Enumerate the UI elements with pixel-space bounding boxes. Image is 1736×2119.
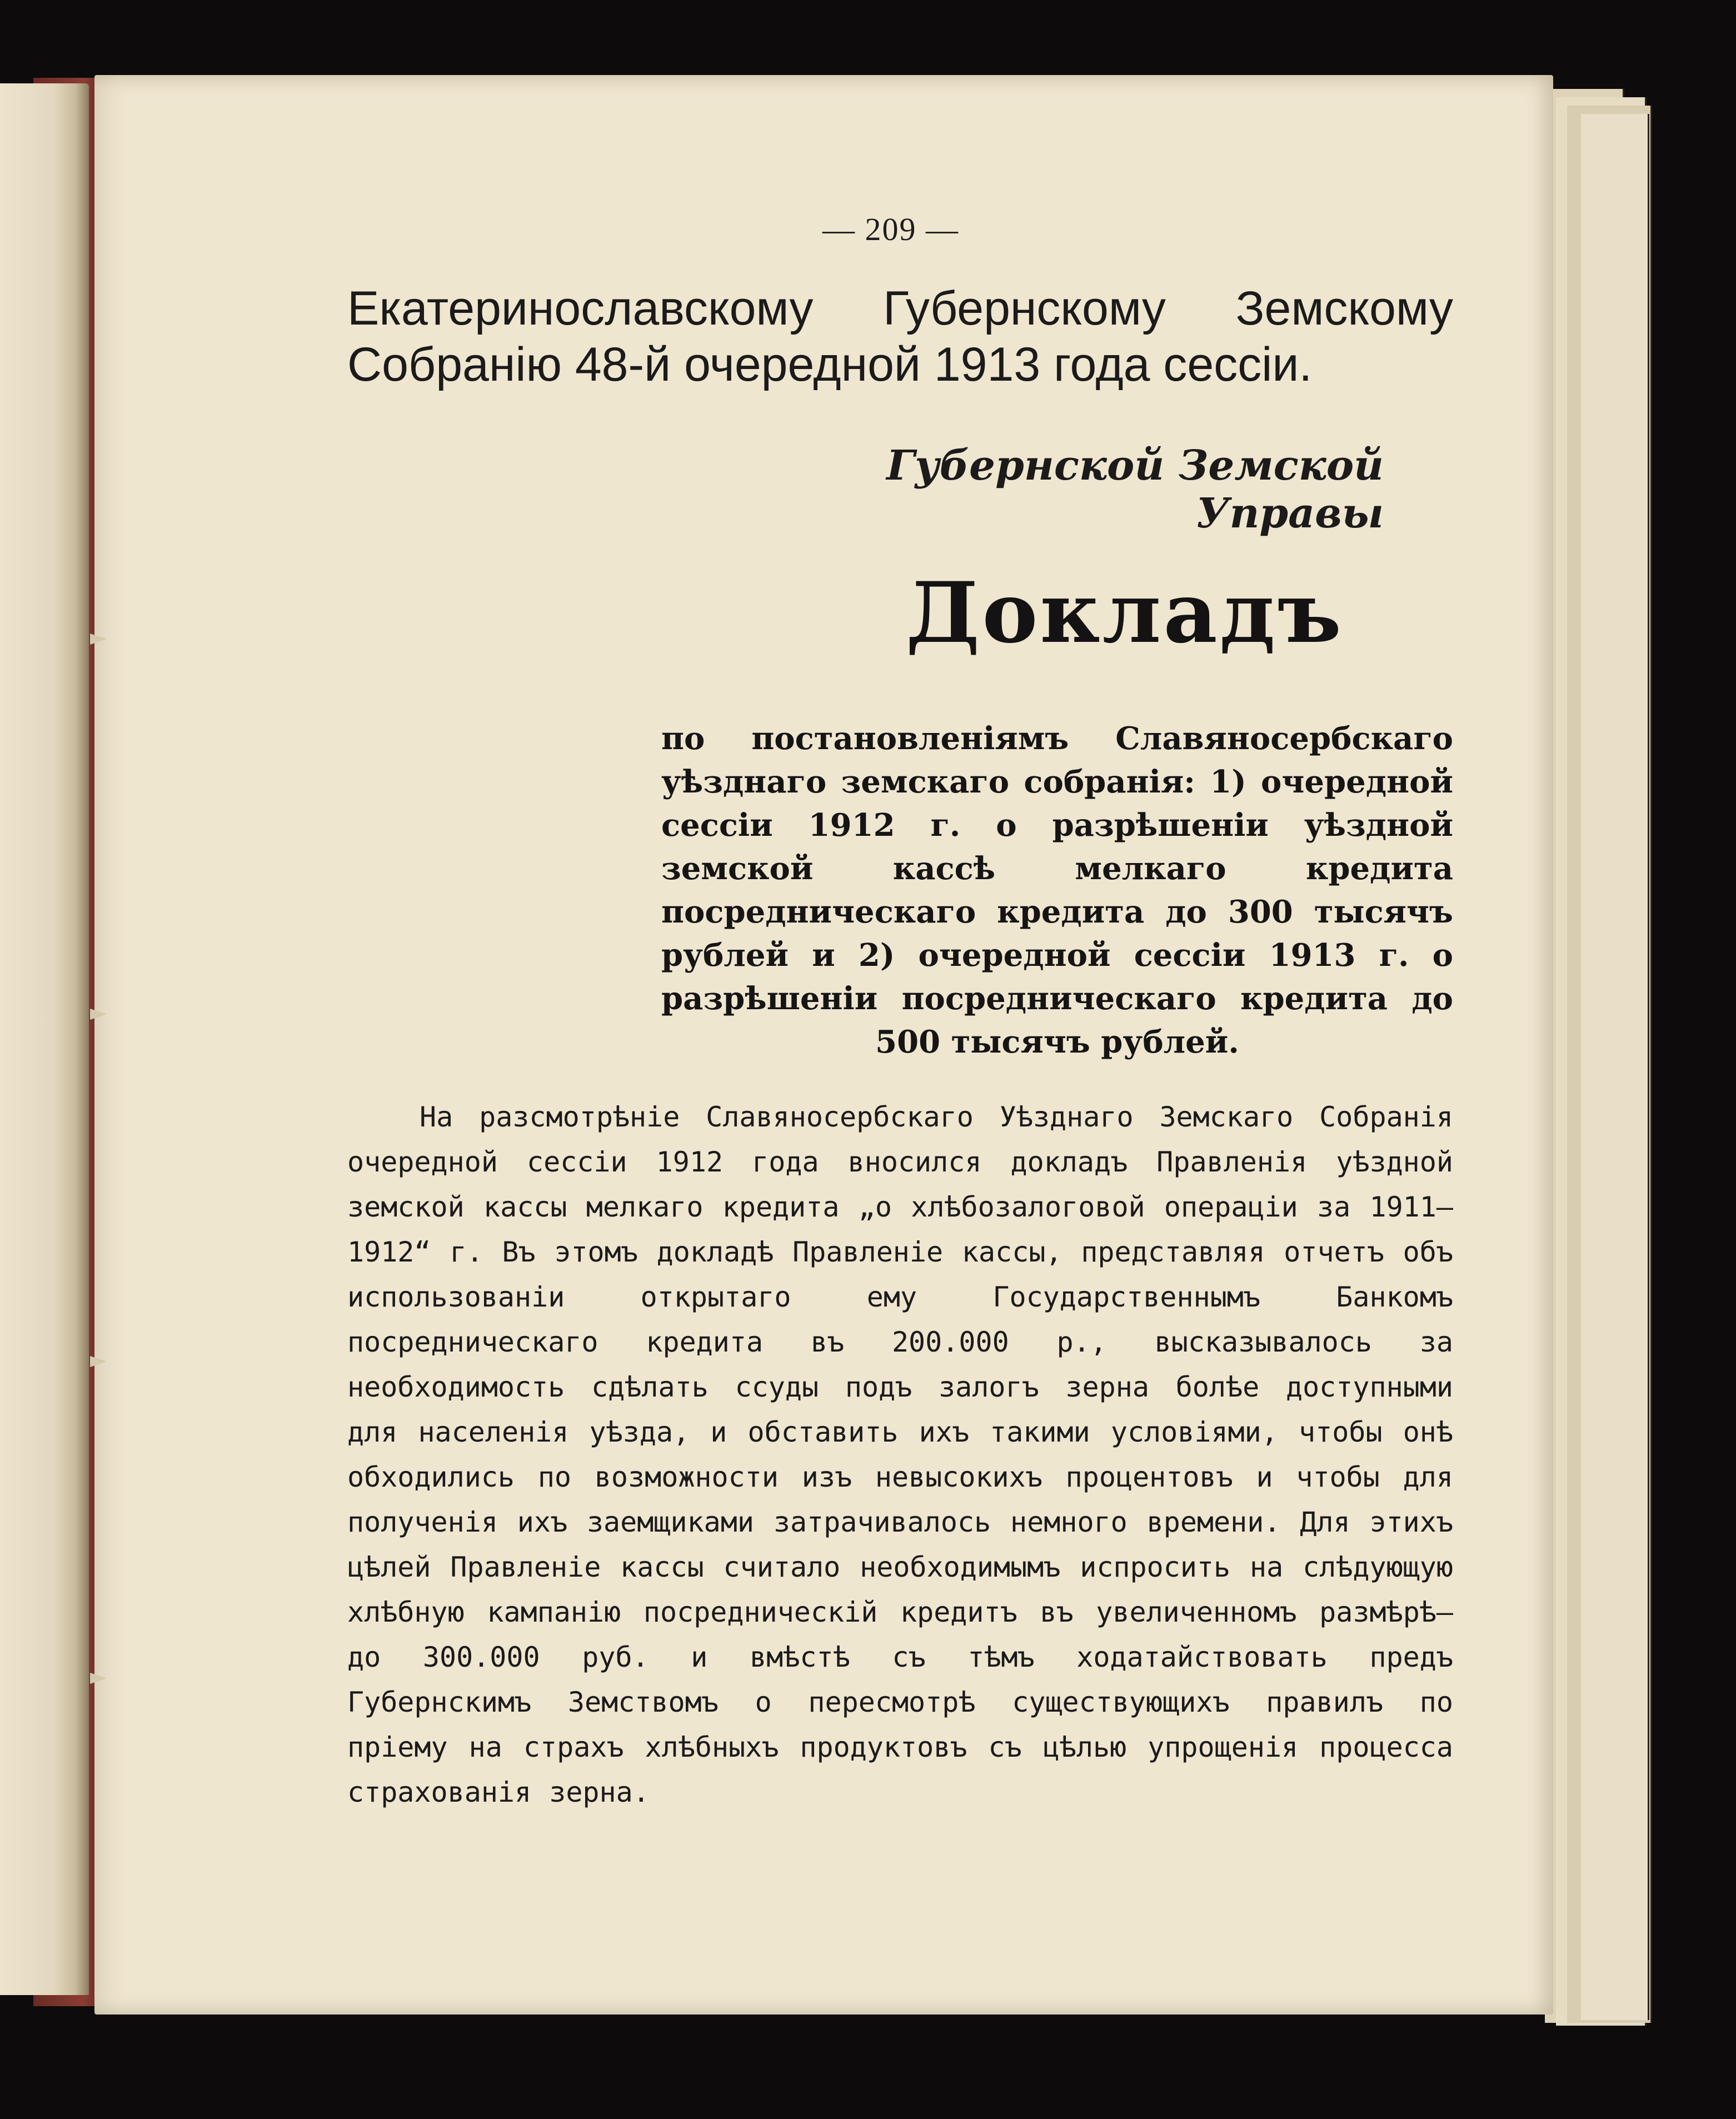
margin-mark — [90, 1009, 107, 1020]
page-stack-edge — [1581, 114, 1649, 2020]
body-paragraph: На разсмотрѣніе Славяносербскаго Уѣзднаго Земскаго Собранія очередной сессіи 1912 года вносился докладъ Правленія уѣздной земской кассы мелкаго кредита „о хлѣбозалоговой операціи за 1911—1912“ г. Въ этомъ докладѣ Правленіе кассы, представляя отчетъ объ использованіи открытаго ему Государственнымъ Банкомъ посредническаго кредита въ 200.000 р., высказывалось за необходимость сдѣлать ссуды подъ залогъ зерна болѣе доступными для населенія уѣзда, и обставить ихъ такими условіями, чтобы онѣ обходились по возможности изъ невысокихъ процентовъ и чтобы для полученія ихъ заемщиками затрачивалось немного времени. Для этихъ цѣлей Правленіе кассы считало необходимымъ испросить на слѣдующую хлѣбную кампанію посредническій кредитъ въ увеличенномъ размѣрѣ—до 300.000 руб. и вмѣстѣ съ тѣмъ ходатайствовать предъ Губернскимъ Земствомъ о пересмотрѣ существующихъ правилъ по пріему на страхъ хлѣбныхъ продуктовъ съ цѣлью упрощенія процесса страхованія зерна. — [347, 1101, 1453, 1808]
board-subtitle: Губернской Земской Управы — [886, 442, 1384, 537]
margin-mark — [90, 634, 107, 645]
margin-mark — [90, 1673, 107, 1684]
report-title: Докладъ — [906, 564, 1344, 662]
report-subject: по постановленіямъ Славяносербскаго уѣзднаго земскаго собранія: 1) очередной сессіи 1912 г. о разрѣшеніи уѣздной земской кассѣ мелкаго кредита посредническаго кредита до 300 тысячъ рублей и 2) очередной сессіи 1913 г. о разрѣшеніи посредническаго кредита до 500 тысячъ рублей. — [661, 720, 1453, 1060]
margin-mark — [90, 1356, 107, 1367]
left-page-edge — [0, 83, 89, 1995]
page-number: — 209 — — [822, 211, 959, 247]
addressee-heading: Екатеринославскому Губернскому Земскому Собранію 48-й очередной 1913 года сессіи. — [347, 282, 1453, 391]
document-page — [94, 75, 1553, 2015]
